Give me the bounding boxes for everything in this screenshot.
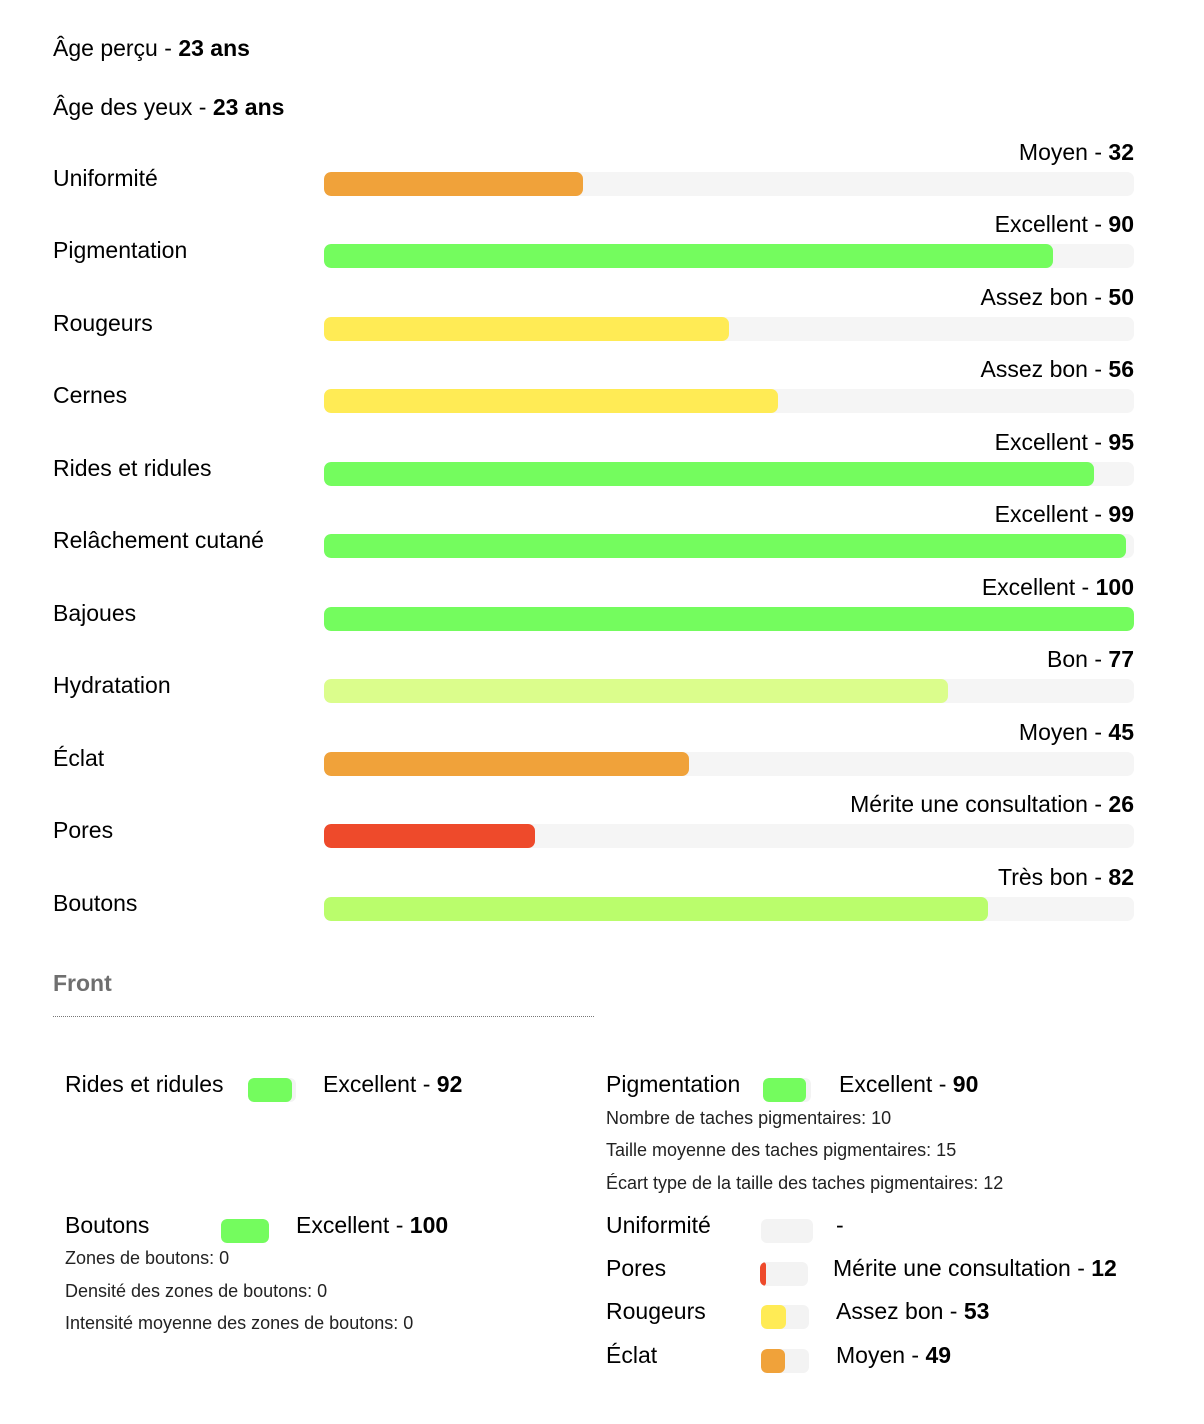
- metric-rating: Mérite une consultation: [850, 791, 1088, 817]
- metric-rating: Très bon: [998, 864, 1088, 890]
- front-acne-score: 100: [409, 1212, 449, 1238]
- metric-value: Assez bon - 56: [980, 356, 1134, 382]
- metric-name: Pores: [53, 817, 114, 843]
- metric-row: [0, 138, 1204, 211]
- metric-score: 50: [1108, 284, 1134, 310]
- metric-row: [0, 645, 1204, 718]
- metric-bar-track: [324, 172, 1134, 196]
- metric-name: Éclat: [53, 745, 105, 771]
- metric-bar-fill: [324, 462, 1094, 486]
- front-section-title: Front: [53, 970, 112, 996]
- front-pores-bar-track: [760, 1262, 808, 1286]
- metric-bar-track: [324, 824, 1134, 848]
- front-redness-rating: Assez bon: [836, 1298, 944, 1324]
- front-pigmentation-detail: Écart type de la taille des taches pigmentaires: 12: [606, 1173, 1004, 1193]
- front-wrinkles-score: 92: [436, 1071, 463, 1097]
- metric-row: [0, 573, 1204, 646]
- metric-rating: Excellent: [994, 501, 1088, 527]
- metric-name: Relâchement cutané: [53, 527, 264, 553]
- metric-name: Rougeurs: [53, 310, 153, 336]
- metric-name: Uniformité: [53, 165, 158, 191]
- front-wrinkles-bar-fill: [248, 1078, 292, 1102]
- metric-score: 90: [1108, 211, 1134, 237]
- metric-name: Hydratation: [53, 672, 171, 698]
- perceived-age-label: Âge perçu: [53, 35, 158, 61]
- eye-age-label: Âge des yeux: [53, 94, 193, 120]
- metric-bar-fill: [324, 244, 1053, 268]
- metric-value: Moyen - 32: [1018, 139, 1134, 165]
- front-pores-rating: Mérite une consultation: [833, 1255, 1071, 1281]
- metric-value: Excellent - 90: [994, 211, 1134, 237]
- front-pores-score: 12: [1091, 1255, 1117, 1281]
- metric-score: 77: [1108, 646, 1134, 672]
- front-acne-bar-track: [221, 1219, 269, 1243]
- front-pigmentation-detail: Taille moyenne des taches pigmentaires: 15: [606, 1140, 957, 1160]
- metric-bar-track: [324, 607, 1134, 631]
- metric-name: Cernes: [53, 382, 128, 408]
- metric-bar-track: [324, 679, 1134, 703]
- metric-score: 82: [1108, 864, 1134, 890]
- metric-bar-fill: [324, 679, 948, 703]
- metric-name: Bajoues: [53, 600, 137, 626]
- metric-score: 26: [1108, 791, 1134, 817]
- front-acne-detail: Intensité moyenne des zones de boutons: 0: [65, 1313, 414, 1333]
- front-pigmentation-rating: Excellent: [839, 1071, 933, 1097]
- metric-rating: Bon: [1047, 646, 1088, 672]
- front-pores-value: Mérite une consultation - 12: [833, 1255, 1117, 1281]
- metric-bar-track: [324, 244, 1134, 268]
- front-uniformity-value: -: [836, 1212, 844, 1238]
- metric-bar-fill: [324, 824, 535, 848]
- metric-bar-track: [324, 389, 1134, 413]
- front-pigmentation-label: Pigmentation: [606, 1071, 741, 1097]
- metric-score: 100: [1095, 574, 1134, 600]
- metric-name: Rides et ridules: [53, 455, 212, 481]
- metric-score: 45: [1108, 719, 1134, 745]
- eye-age: Âge des yeux - 23 ans: [53, 94, 285, 120]
- front-pigmentation-value: Excellent - 90: [839, 1071, 979, 1097]
- front-pigmentation-score: 90: [952, 1071, 979, 1097]
- metric-rating: Assez bon: [980, 356, 1088, 382]
- front-wrinkles-label: Rides et ridules: [65, 1071, 224, 1097]
- front-wrinkles-value: Excellent - 92: [323, 1071, 463, 1097]
- front-pigmentation-bar-fill: [763, 1078, 806, 1102]
- metric-bar-track: [324, 462, 1134, 486]
- metric-value: Excellent - 100: [981, 574, 1134, 600]
- front-acne-value: Excellent - 100: [296, 1212, 449, 1238]
- front-radiance-label: Éclat: [606, 1342, 658, 1368]
- front-wrinkles-rating: Excellent: [323, 1071, 417, 1097]
- metric-value: Excellent - 99: [994, 501, 1134, 527]
- metric-rating: Excellent: [981, 574, 1076, 600]
- front-redness-bar-fill: [761, 1305, 786, 1329]
- metric-value: Bon - 77: [1047, 646, 1134, 672]
- perceived-age-value: 23 ans: [178, 35, 250, 61]
- metric-row: [0, 790, 1204, 863]
- front-redness-score: 53: [963, 1298, 990, 1324]
- metric-row: [0, 718, 1204, 791]
- metric-row: [0, 428, 1204, 501]
- metric-name: Boutons: [53, 890, 138, 916]
- metric-score: 99: [1108, 501, 1134, 527]
- metric-rating: Moyen: [1018, 139, 1088, 165]
- metric-bar-track: [324, 534, 1134, 558]
- front-acne-detail: Zones de boutons: 0: [65, 1248, 230, 1268]
- front-pores-bar-fill: [760, 1262, 766, 1286]
- metric-rating: Excellent: [994, 211, 1088, 237]
- front-redness-label: Rougeurs: [606, 1298, 706, 1324]
- front-acne-label: Boutons: [65, 1212, 150, 1238]
- front-radiance-score: 49: [925, 1342, 952, 1368]
- metric-row: [0, 283, 1204, 356]
- front-uniformity-bar-track: [761, 1219, 813, 1243]
- metric-bar-fill: [324, 534, 1126, 558]
- metric-value: Assez bon - 50: [980, 284, 1134, 310]
- front-radiance-rating: Moyen: [836, 1342, 906, 1368]
- metric-score: 56: [1108, 356, 1134, 382]
- metric-rating: Assez bon: [980, 284, 1088, 310]
- metric-bar-track: [324, 317, 1134, 341]
- metric-bar-fill: [324, 317, 729, 341]
- front-acne-bar-fill: [221, 1219, 269, 1243]
- front-radiance-bar-fill: [761, 1349, 785, 1373]
- metric-rating: Excellent: [994, 429, 1088, 455]
- metric-score: 32: [1108, 139, 1134, 165]
- front-uniformity-label: Uniformité: [606, 1212, 711, 1238]
- front-pigmentation-bar-track: [763, 1078, 811, 1102]
- front-redness-value: Assez bon - 53: [836, 1298, 990, 1324]
- front-radiance-bar-track: [761, 1349, 809, 1373]
- metric-bar-fill: [324, 607, 1134, 631]
- metric-bar-track: [324, 752, 1134, 776]
- front-divider: [53, 1016, 594, 1017]
- front-pores-label: Pores: [606, 1255, 667, 1281]
- perceived-age: Âge perçu - 23 ans: [53, 35, 250, 61]
- metric-rating: Moyen: [1018, 719, 1088, 745]
- metric-value: Excellent - 95: [994, 429, 1134, 455]
- front-radiance-value: Moyen - 49: [836, 1342, 952, 1368]
- metric-bar-fill: [324, 752, 689, 776]
- metric-name: Pigmentation: [53, 237, 188, 263]
- metric-score: 95: [1108, 429, 1134, 455]
- eye-age-value: 23 ans: [212, 94, 285, 120]
- metric-bar-fill: [324, 897, 988, 921]
- metric-bar-fill: [324, 389, 778, 413]
- metric-row: [0, 863, 1204, 936]
- metric-row: [0, 500, 1204, 573]
- front-redness-bar-track: [761, 1305, 809, 1329]
- front-acne-rating: Excellent: [296, 1212, 390, 1238]
- metric-value: Moyen - 45: [1018, 719, 1134, 745]
- front-acne-detail: Densité des zones de boutons: 0: [65, 1281, 328, 1301]
- front-pigmentation-detail: Nombre de taches pigmentaires: 10: [606, 1108, 892, 1128]
- front-wrinkles-bar-track: [248, 1078, 296, 1102]
- metric-bar-track: [324, 897, 1134, 921]
- metric-value: Mérite une consultation - 26: [850, 791, 1134, 817]
- metric-row: [0, 210, 1204, 283]
- metric-value: Très bon - 82: [998, 864, 1134, 890]
- metric-row: [0, 355, 1204, 428]
- metric-bar-fill: [324, 172, 583, 196]
